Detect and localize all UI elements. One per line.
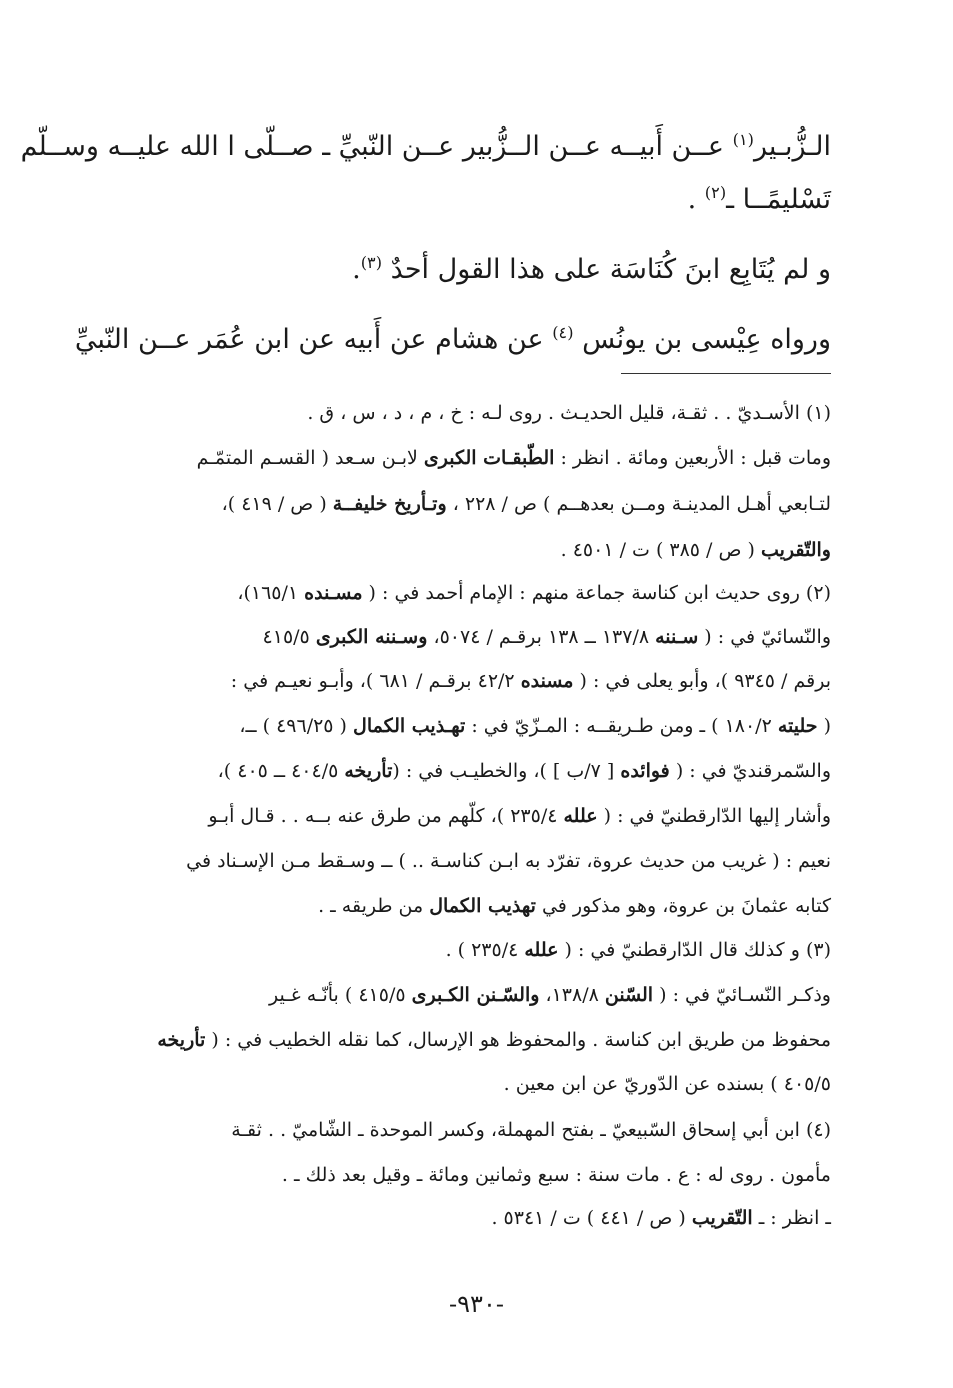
- fn-text: ١٣٨/٨،: [539, 984, 605, 1006]
- footnote-line: [111, 1115, 831, 1145]
- main-line-2: [111, 180, 831, 220]
- footnote-line: [111, 443, 831, 473]
- footnote-ref[interactable]: (٢): [704, 183, 727, 202]
- fn-text: ( ص / ٣٨٥ ) ت / ٤٥٠١ .: [560, 539, 761, 561]
- footnote-line: [111, 622, 831, 652]
- fn-book-title: تهـذيب الكمال: [353, 715, 466, 737]
- fn-text: (: [817, 715, 831, 737]
- fn-text: (٢) روى حديث ابن كناسة جماعة منهم : الإمام أحمد في : (: [362, 582, 831, 604]
- footnote-line: [111, 846, 831, 876]
- fn-text: لابـن سـعد ( القسـم المتمّـم: [196, 447, 424, 469]
- footnote-line: [111, 1203, 831, 1233]
- fn-book-title: علله: [563, 805, 598, 827]
- footnote-line: [111, 711, 831, 741]
- footnote-separator: [621, 373, 831, 374]
- fn-text: ومات قبل : الأربعين ومائة . انظر :: [554, 447, 831, 469]
- fn-text: (١) الأسـديّ . . ثقـة، قليل الحديـث . روى لـه : خ ، م ، د ، س ، ق .: [307, 402, 831, 424]
- main-line-4: [74, 320, 831, 360]
- fn-book-title: فوائده: [620, 760, 670, 782]
- page-number: -٩٣٠-: [449, 1290, 504, 1318]
- fn-book-title: مسـنده: [304, 582, 363, 604]
- fn-book-title: تهذيب الكمال: [429, 895, 536, 917]
- fn-text: (٤) ابن أبي إسحاق السّبيعيّ ـ بفتح المهملة، وكسر الموحدة ـ الشّاميّ . . ثقـة: [231, 1119, 831, 1141]
- fn-text: والنّسائيّ في : (: [698, 626, 831, 648]
- main-line-text: عن هشام عن أَبيه عن ابن عُمَر عــن النّبيِّ: [74, 324, 553, 355]
- main-line-1: [20, 127, 831, 167]
- footnote-line: [111, 1025, 831, 1055]
- fn-text: [ ٧/ب ] )، والخطيـب في : (: [392, 760, 621, 782]
- fn-text: ـ انظر : ـ: [752, 1207, 831, 1229]
- footnote-line: [111, 756, 831, 786]
- footnote-line: [111, 578, 831, 608]
- fn-text: ١٣٧/٨ ــ ١٣٨ برقـم / ٥٠٧٤،: [427, 626, 656, 648]
- fn-text: ( ص / ٤٤١ ) ت / ٥٣٤١ .: [491, 1207, 692, 1229]
- fn-text: مأمون . روى له : ع . مات سنة : سبع وثمانين ومائة ـ وقيل بعد ذلك ـ .: [281, 1164, 831, 1186]
- footnote-line: [111, 891, 831, 921]
- footnote-ref[interactable]: (١): [732, 130, 754, 149]
- fn-text: (٣) و كذلك قال الدّارقطنيّ في : (: [558, 939, 831, 961]
- fn-book-title: الطّبقـات الكبرى: [423, 447, 555, 469]
- footnote-line: [111, 935, 831, 965]
- footnote-line: [111, 489, 831, 519]
- fn-book-title: تأريخه: [344, 760, 393, 782]
- footnote-ref[interactable]: (٤): [552, 323, 574, 342]
- main-line-text: و لم يُتَابِع ابنَ كُنَاسَة على هذا القول أحدٌ: [382, 254, 831, 285]
- fn-book-title: التّقريب: [691, 1207, 753, 1229]
- fn-text: ( ٤٩٦/٢٥ ) ــ،: [239, 715, 354, 737]
- fn-book-title: والتّقريب: [760, 539, 831, 561]
- fn-text: من طريقه ـ .: [318, 895, 430, 917]
- fn-text: ٤٠٥/٥ ) بسنده عن الدّوريّ عن ابن معين .: [503, 1073, 831, 1095]
- footnote-ref[interactable]: (٣): [360, 253, 383, 272]
- fn-text: وأشار إليها الدّارقطنيّ في : (: [597, 805, 831, 827]
- fn-book-title: حليته: [777, 715, 818, 737]
- main-line-text: تَسْليمًــا ـ: [726, 184, 831, 215]
- fn-book-title: السّنن: [604, 984, 654, 1006]
- main-line-text: عــن أَبيــه عــن الــزُّبير عــن النّبيِّ ـ صــلّى ا الله عليــه وســلّم: [20, 131, 733, 162]
- main-line-3: [111, 250, 831, 290]
- fn-text: برقم / ٩٣٤٥ )، وأبو يعلى في : (: [573, 670, 831, 692]
- fn-text: محفوظ من طريق ابن كناسة . والمحفوظ هو الإرسال، كما نقله الخطيب في : (: [205, 1029, 831, 1051]
- fn-text: ١٦٥/١)،: [237, 582, 305, 604]
- footnote-line: [111, 1069, 831, 1099]
- fn-book-title: والسّـنن الكـبرى: [411, 984, 540, 1006]
- fn-text: ٤٠٤/٥ ــ ٤٠٥ )،: [217, 760, 345, 782]
- fn-text: وذكـر النّسـائيّ في : (: [653, 984, 831, 1006]
- main-line-text: .: [687, 184, 705, 215]
- fn-text: ٢٣٥/٤ ) .: [445, 939, 525, 961]
- fn-book-title: وتـأريخ خليفــة: [332, 493, 447, 515]
- footnote-line: [111, 801, 831, 831]
- fn-text: لتـابعي أهـل المدينـة ومــن بعدهــم ) ص / ٢٢٨ ،: [446, 493, 831, 515]
- main-line-text: ورواه عِيْسى بن يونُس: [573, 324, 831, 355]
- footnote-line: [111, 1160, 831, 1190]
- fn-book-title: تأريخه: [157, 1029, 206, 1051]
- fn-text: ٢٣٥/٤ )، كلّهم من طرق عنه بــه . . قـال أبـو: [208, 805, 564, 827]
- footnote-line: [111, 666, 831, 696]
- fn-text: والسّمرقنديّ في : (: [669, 760, 831, 782]
- main-line-text: الـزُّبـير: [753, 131, 831, 162]
- fn-book-title: مسنده: [520, 670, 574, 692]
- main-line-text: .: [352, 254, 361, 285]
- fn-text: ٤١٥/٥: [262, 626, 316, 648]
- fn-text: ( ص / ٤١٩ )،: [221, 493, 333, 515]
- footnote-line: [111, 980, 831, 1010]
- fn-text: ١٨٠/٢ ) ـ ومن طـريقــه : المـزّيّ في :: [465, 715, 778, 737]
- fn-text: كتابه عثمانَ بن عروة، وهو مذكور في: [535, 895, 831, 917]
- fn-text: ٤١٥/٥ ) بأنّـه غـير: [268, 984, 412, 1006]
- fn-text: ٤٢/٢ برقـم / ٦٨١ )، وأبـو نعيـم في :: [230, 670, 521, 692]
- fn-text: نعيم : ( غريب من حديث عروة، تفرّد به ابـن كناسـة .. ) ــ وسـقط مـن الإسـناد في: [186, 850, 831, 872]
- fn-book-title: علله: [524, 939, 559, 961]
- footnote-line: [111, 398, 831, 428]
- footnote-line: [111, 535, 831, 565]
- fn-book-title: سـننه: [655, 626, 699, 648]
- fn-book-title: وسـننه الكبرى: [315, 626, 428, 648]
